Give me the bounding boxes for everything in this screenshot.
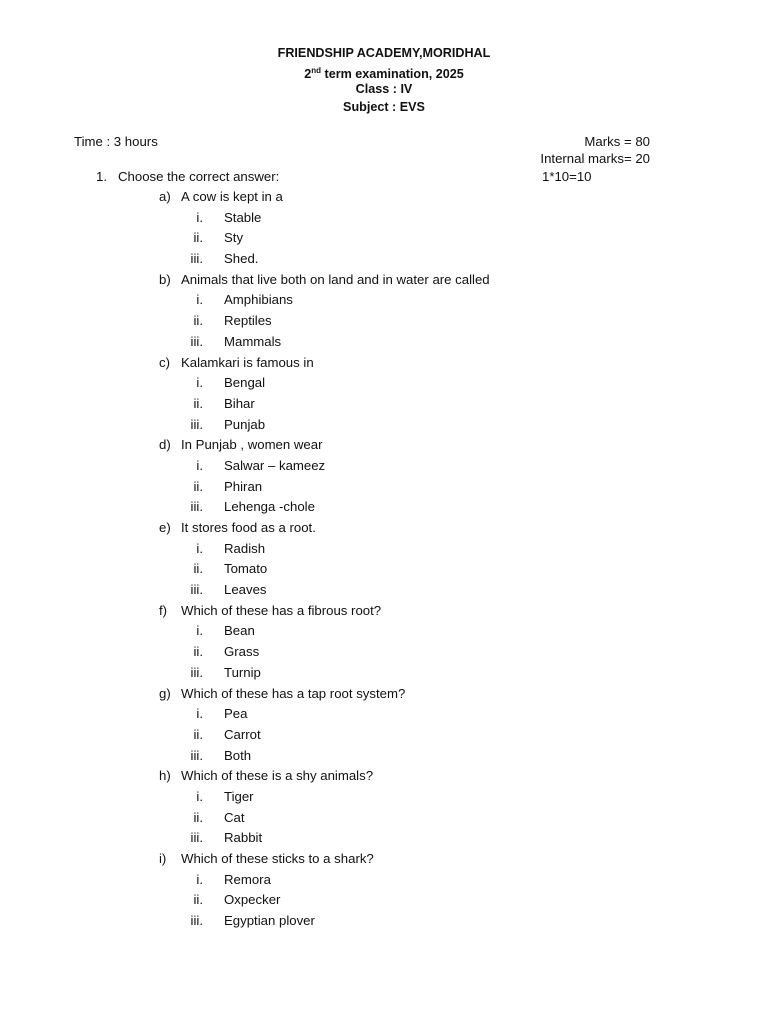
option-number: ii. [193, 313, 203, 329]
option-text: Amphibians [224, 292, 293, 308]
option-item [0, 559, 768, 580]
option-number: iii. [190, 830, 203, 846]
option-text: Reptiles [224, 313, 272, 329]
option-item [0, 311, 768, 332]
option-text: Phiran [224, 478, 263, 494]
option-number: iii. [190, 664, 203, 680]
question-letter: b) [159, 271, 171, 287]
option-text: Bean [224, 623, 255, 639]
total-marks: Marks = 80 [584, 134, 650, 149]
option-number: iii. [190, 913, 203, 929]
option-text: Sty [224, 230, 244, 246]
question-text: Animals that live both on land and in water are called [181, 271, 490, 287]
option-number: i. [196, 375, 203, 391]
question-text: Kalamkari is famous in [181, 354, 314, 370]
option-number: iii. [190, 499, 203, 515]
option-item [0, 497, 768, 518]
term-number: 2 [304, 67, 312, 81]
option-text: Lehenga -chole [224, 499, 315, 515]
option-item [0, 828, 768, 849]
question-text: Which of these has a fibrous root? [181, 602, 382, 618]
option-text: Bihar [224, 395, 255, 411]
question-item [0, 766, 768, 787]
section-number: 1. [96, 169, 107, 184]
option-text: Punjab [224, 416, 266, 432]
question-item [0, 601, 768, 622]
option-item [0, 394, 768, 415]
option-text: Carrot [224, 726, 261, 742]
question-letter: f) [159, 602, 168, 618]
question-item [0, 435, 768, 456]
option-text: Cat [224, 809, 245, 825]
option-number: i. [196, 292, 203, 308]
question-text: A cow is kept in a [181, 189, 283, 204]
term-line [0, 62, 768, 80]
option-number: i. [196, 623, 203, 639]
option-item [0, 746, 768, 767]
option-text: Stable [224, 209, 262, 225]
option-number: iii. [190, 333, 203, 349]
option-text: Pea [224, 706, 248, 722]
term-text: term examination, 2025 [321, 67, 464, 81]
question-text: Which of these has a tap root system? [181, 685, 406, 701]
option-number: ii. [193, 644, 203, 660]
option-number: iii. [190, 251, 203, 267]
option-number: i. [196, 209, 203, 225]
question-letter: d) [159, 437, 171, 453]
option-item [0, 456, 768, 477]
option-item [0, 911, 768, 932]
option-text: Oxpecker [224, 892, 281, 908]
option-item [0, 890, 768, 911]
option-number: i. [196, 457, 203, 473]
question-item [0, 518, 768, 539]
option-number: i. [196, 788, 203, 804]
option-item [0, 332, 768, 353]
question-letter: g) [159, 685, 171, 701]
exam-header [0, 44, 768, 116]
option-item [0, 704, 768, 725]
question-text: In Punjab , women wear [181, 437, 323, 453]
question-letter: a) [159, 189, 171, 204]
option-number: iii. [190, 416, 203, 432]
subject-line: Subject : EVS [343, 100, 425, 114]
option-number: ii. [193, 726, 203, 742]
question-letter: c) [159, 354, 170, 370]
option-item [0, 208, 768, 229]
question-letter: i) [159, 851, 167, 866]
section-marks: 1*10=10 [542, 169, 592, 184]
option-item [0, 870, 768, 891]
term-suffix: nd [311, 66, 321, 75]
option-text: Tomato [224, 561, 268, 577]
option-text: Turnip [224, 664, 261, 680]
option-item [0, 415, 768, 436]
question-letter: e) [159, 520, 171, 535]
option-item [0, 621, 768, 642]
option-text: Both [224, 747, 252, 763]
option-text: Rabbit [224, 830, 263, 846]
option-text: Mammals [224, 333, 282, 349]
option-text: Shed. [224, 251, 259, 267]
option-item [0, 539, 768, 560]
option-number: ii. [193, 892, 203, 908]
option-text: Tiger [224, 788, 254, 804]
option-item [0, 787, 768, 808]
option-number: ii. [193, 230, 203, 246]
section-title: Choose the correct answer: [118, 169, 280, 184]
option-item [0, 725, 768, 746]
question-item [0, 187, 768, 208]
option-item [0, 228, 768, 249]
option-number: iii. [190, 582, 203, 598]
option-text: Bengal [224, 375, 266, 391]
question-item [0, 684, 768, 705]
internal-marks: Internal marks= 20 [540, 151, 650, 166]
option-text: Radish [224, 540, 266, 556]
question-item [0, 353, 768, 374]
option-item [0, 580, 768, 601]
question-letter: h) [159, 768, 171, 784]
option-number: iii. [190, 747, 203, 763]
time-label: Time : 3 hours [74, 134, 158, 149]
question-item [0, 270, 768, 291]
class-line: Class : IV [355, 82, 413, 96]
option-text: Remora [224, 871, 271, 887]
option-text: Salwar – kameez [224, 457, 326, 473]
question-item [0, 849, 768, 870]
option-text: Grass [224, 644, 260, 660]
option-item [0, 642, 768, 663]
option-item [0, 477, 768, 498]
option-number: ii. [193, 478, 203, 494]
option-item [0, 249, 768, 270]
question-text: It stores food as a root. [181, 520, 316, 535]
option-item [0, 808, 768, 829]
option-item [0, 373, 768, 394]
school-name: FRIENDSHIP ACADEMY,MORIDHAL [277, 46, 491, 60]
option-item [0, 663, 768, 684]
question-text: Which of these is a shy animals? [181, 768, 374, 784]
option-text: Leaves [224, 582, 267, 598]
option-number: ii. [193, 395, 203, 411]
question-list [0, 187, 768, 932]
option-number: i. [196, 540, 203, 556]
question-text: Which of these sticks to a shark? [181, 851, 374, 866]
option-number: ii. [193, 561, 203, 577]
option-number: ii. [193, 809, 203, 825]
option-text: Egyptian plover [224, 913, 315, 929]
option-number: i. [196, 871, 203, 887]
option-item [0, 290, 768, 311]
option-number: i. [196, 706, 203, 722]
